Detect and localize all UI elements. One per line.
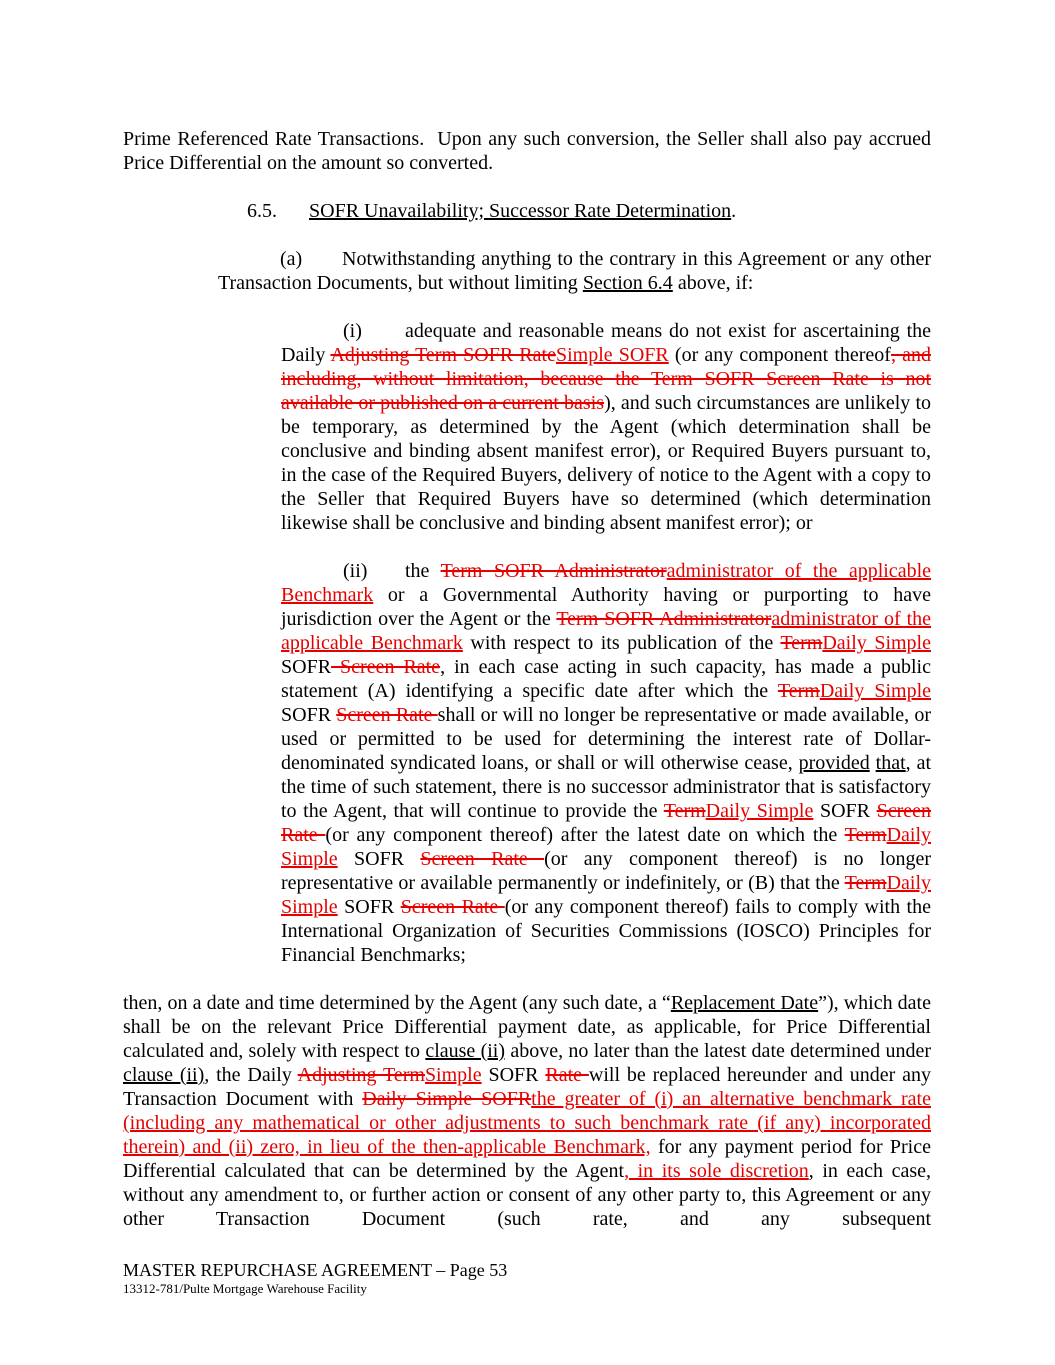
page-footer xyxy=(123,1259,931,1297)
text-run: above, no later than the latest date determined under xyxy=(505,1040,931,1062)
inserted-text: administrator of the applicable Benchmark xyxy=(281,560,931,606)
text-run: SOFR xyxy=(337,848,421,870)
text-run: the xyxy=(405,560,441,582)
deleted-text: Rate xyxy=(545,1064,589,1086)
deleted-text: Screen Rate xyxy=(331,656,441,678)
underlined-text: clause (ii) xyxy=(123,1064,205,1086)
text-run: (or any component thereof) is no longer representative or available permanently or indefinitely, or (B) that the xyxy=(281,848,931,894)
underlined-text: Replacement Date xyxy=(670,992,819,1014)
text-run: will be replaced hereunder and under any Transaction Document with xyxy=(123,1064,932,1110)
inserted-text: Daily Simple xyxy=(822,632,931,654)
underlined-text: that xyxy=(875,752,906,774)
text-run: SOFR xyxy=(481,1064,546,1086)
inserted-text: Simple xyxy=(424,1064,482,1086)
deleted-text: Screen Rate xyxy=(420,848,545,870)
deleted-text: Term SOFR Administrator xyxy=(556,608,772,630)
deleted-text: , and including, without limitation, because the Term SOFR Screen Rate is not available or published on a current basis xyxy=(281,344,931,414)
deleted-text: Screen Rate xyxy=(336,704,438,726)
deleted-text: Term xyxy=(844,824,887,846)
inserted-text: Daily Simple xyxy=(705,800,814,822)
underlined-text: Section 6.4 xyxy=(582,272,673,294)
text-run: (or any component thereof) after the latest date on which the xyxy=(325,824,845,846)
document-body xyxy=(123,127,931,1255)
paragraph-number: (a) xyxy=(280,248,303,270)
text-run: (or any component thereof) fails to comply with the International Organization of Securities Commissions (IOSCO) Principles for Financial Benchmarks; xyxy=(281,896,931,966)
clause-ii xyxy=(281,559,931,967)
deleted-text: Screen Rate xyxy=(281,800,932,846)
text-run: SOFR xyxy=(281,704,337,726)
deleted-text: Adjusting Term SOFR Rate xyxy=(330,344,556,366)
text-run: or a Governmental Authority having or purporting to have jurisdiction over the Agent or the xyxy=(281,584,931,630)
text-run: , the Daily xyxy=(204,1064,298,1086)
inserted-text: Daily Simple xyxy=(281,872,931,918)
deleted-text: Term SOFR Administrator xyxy=(440,560,667,582)
text-run: for any payment period for Price Differential calculated that can be determined by the Agent xyxy=(123,1136,931,1182)
paragraph-number: 6.5. xyxy=(247,200,277,222)
paragraph-number: (ii) xyxy=(343,560,368,582)
footer-document-title: MASTER REPURCHASE AGREEMENT – Page 53 xyxy=(123,1260,508,1280)
text-run: . xyxy=(731,200,737,222)
text-run: SOFR xyxy=(337,896,401,918)
text-run: Notwithstanding anything to the contrary in this Agreement or any other Transaction Documents, but without limiting xyxy=(218,248,931,294)
deleted-text: Term xyxy=(663,800,706,822)
inserted-text: Simple SOFR xyxy=(555,344,669,366)
then-paragraph xyxy=(123,991,931,1231)
subsection-a xyxy=(218,247,931,295)
text-run: then, on a date and time determined by the Agent (any such date, a “ xyxy=(123,992,671,1014)
deleted-text: Daily Simple SOFR xyxy=(362,1088,532,1110)
deleted-text: Screen Rate xyxy=(400,896,505,918)
inserted-text: the greater of (i) an alternative benchmark rate (including any mathematical or other adjustments to such benchmark rate (if any) incorporated therein) and (ii) zero, in lieu of the then-applicable Benchmark, xyxy=(123,1088,931,1158)
clause-i xyxy=(281,319,931,535)
deleted-text: Adjusting Term xyxy=(297,1064,425,1086)
paragraph-number: (i) xyxy=(343,320,362,342)
section-heading-6-5 xyxy=(123,199,931,223)
continuation-paragraph xyxy=(123,127,931,175)
deleted-text: Term xyxy=(844,872,887,894)
text-run: ), and such circumstances are unlikely to be temporary, as determined by the Agent (which determination shall be conclusive and binding absent manifest error), or Required Buyers pursuant to, in the case of the Required Buyers, delivery of notice to the Agent with a copy to the Seller that Required Buyers have so determined (which determination likewise shall be conclusive and binding absent manifest error); or xyxy=(281,392,931,534)
underlined-text: provided xyxy=(798,752,870,774)
text-run: , in each case, without any amendment to, or further action or consent of any other party to, this Agreement or any other Transaction Document (such rate, and any subsequent xyxy=(123,1160,931,1230)
text-run: ”), which date shall be on the relevant Price Differential payment date, as applicable, for Price Differential calculated and, solely with respect to xyxy=(123,992,931,1062)
inserted-text: , in its sole discretion xyxy=(624,1160,809,1182)
underlined-text: clause (ii) xyxy=(425,1040,506,1062)
text-run: SOFR xyxy=(281,656,332,678)
text-run: with respect to its publication of the xyxy=(462,632,781,654)
text-run: SOFR xyxy=(813,800,877,822)
text-run: (or any component thereof xyxy=(668,344,891,366)
text-run: , at the time of such statement, there is no successor administrator that is satisfactory to the Agent, that will continue to provide the xyxy=(281,752,932,822)
text-run: , in each case acting in such capacity, has made a public statement (A) identifying a specific date after which the xyxy=(281,656,931,702)
inserted-text: Daily Simple xyxy=(281,824,932,870)
text-run: adequate and reasonable means do not exist for ascertaining the Daily xyxy=(281,320,931,366)
inserted-text: administrator of the applicable Benchmark xyxy=(281,608,932,654)
underlined-text: SOFR Unavailability; Successor Rate Determination xyxy=(309,200,732,222)
text-run: Prime Referenced Rate Transactions. Upon any such conversion, the Seller shall also pay accrued Price Differential on the amount so converted. xyxy=(123,128,931,174)
footer-matter-reference: 13312-781/Pulte Mortgage Warehouse Facility xyxy=(123,1281,367,1296)
deleted-text: Term xyxy=(780,632,823,654)
inserted-text: Daily Simple xyxy=(819,680,932,702)
deleted-text: Term xyxy=(777,680,820,702)
text-run: above, if: xyxy=(672,272,754,294)
text-run: shall or will no longer be representative or made available, or used or permitted to be used for determining the interest rate of Dollar-denominated syndicated loans, or shall or will otherwise cease, xyxy=(281,704,931,774)
